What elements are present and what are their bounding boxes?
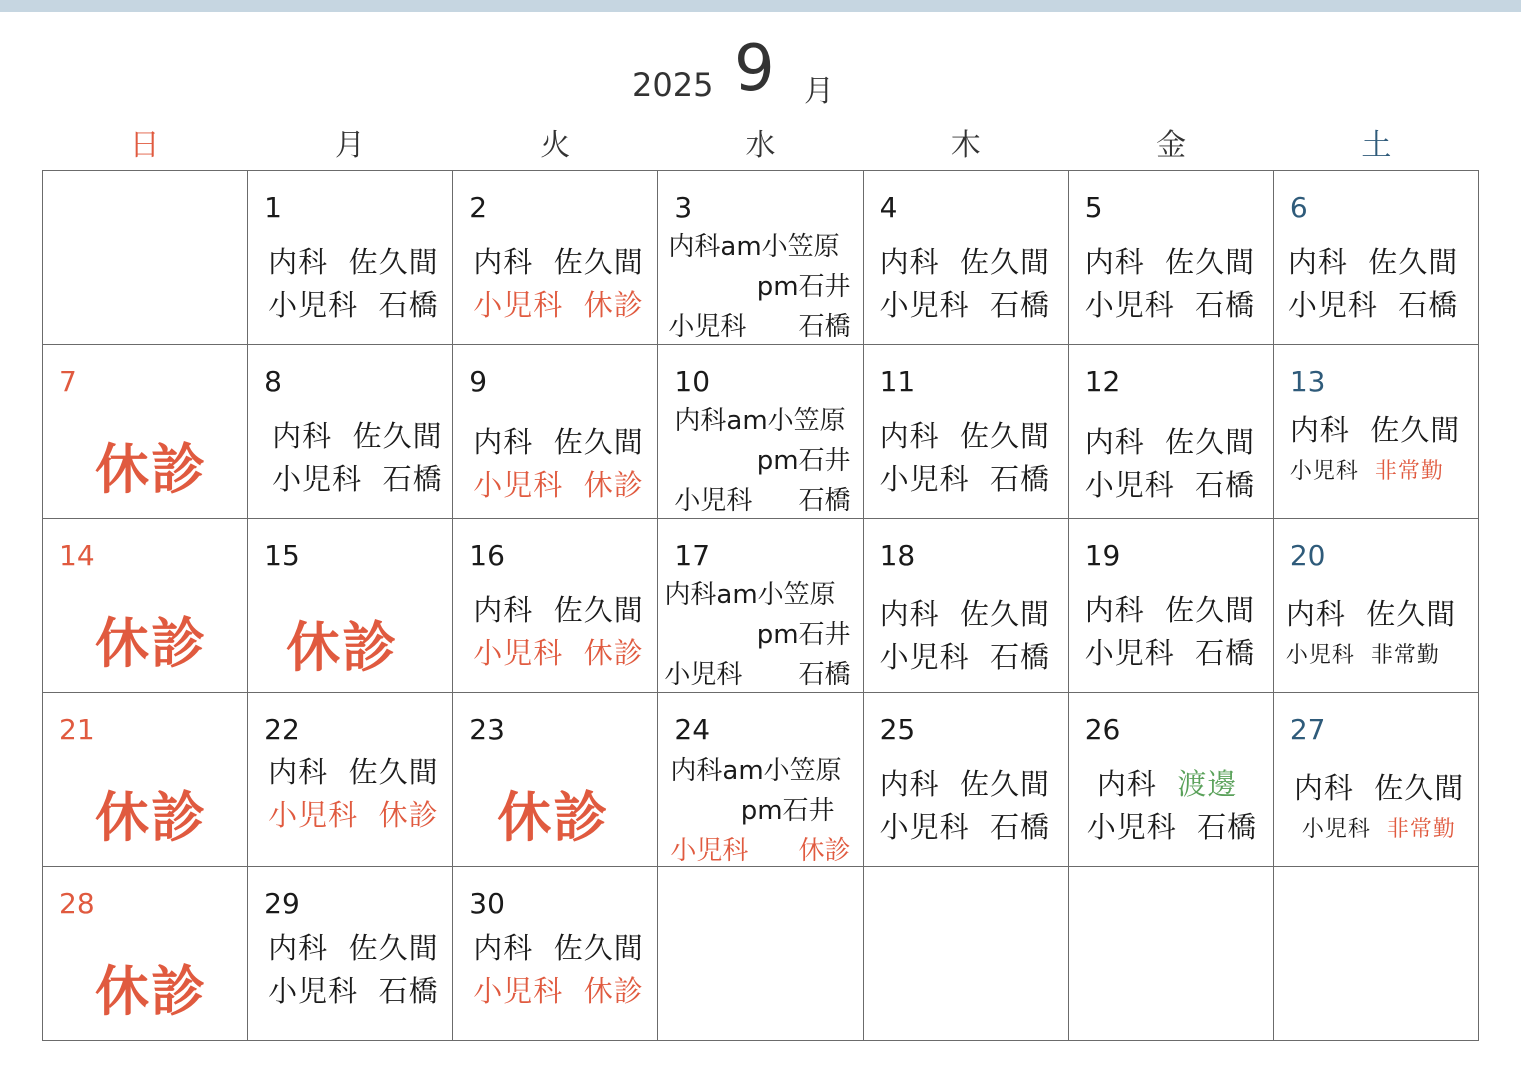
day-cell-27	[1274, 693, 1479, 867]
schedule: 内科 佐久間 小児科 非常勤	[1289, 413, 1461, 484]
day-cell-2	[453, 171, 658, 345]
day-number: 23	[469, 713, 505, 746]
day-cell-14	[43, 519, 248, 693]
day-number: 12	[1084, 365, 1121, 398]
day-cell-20	[1274, 519, 1479, 693]
schedule: 内科 佐久間 小児科 石橋	[879, 245, 1051, 322]
weekday-wed: 水	[745, 128, 776, 163]
weekday-sun: 日	[129, 128, 160, 163]
day-number: 20	[1289, 539, 1326, 572]
closed-label: 休診	[95, 438, 207, 501]
day-number: 30	[469, 887, 505, 920]
weekday-tue: 火	[540, 128, 571, 163]
day-number: 16	[469, 539, 505, 572]
schedule: 内科am小笠原 pm石井 小児科 石橋	[664, 580, 851, 690]
day-cell-19	[1069, 519, 1274, 693]
day-cell-26	[1069, 693, 1274, 867]
day-cell-3	[658, 171, 863, 345]
day-cell-7	[43, 345, 248, 519]
closed-label: 休診	[286, 616, 399, 679]
day-number: 15	[264, 539, 300, 572]
day-number: 6	[1289, 191, 1308, 224]
day-number: 18	[879, 539, 916, 572]
day-cell-8	[248, 345, 453, 519]
day-number: 19	[1084, 539, 1121, 572]
day-cell-24	[658, 693, 863, 867]
day-number: 14	[59, 539, 95, 572]
calendar-title	[0, 30, 1521, 120]
schedule: 内科 佐久間 小児科 休診	[473, 425, 644, 502]
day-number: 17	[674, 539, 711, 572]
month-number: 9	[734, 32, 775, 106]
schedule: 内科 佐久間 小児科 石橋	[879, 767, 1051, 844]
day-number: 21	[59, 713, 95, 746]
day-number: 9	[469, 365, 488, 398]
day-cell-22	[248, 693, 453, 867]
schedule: 内科 佐久間 小児科 休診	[473, 593, 644, 670]
day-cell-5	[1069, 171, 1274, 345]
day-number: 7	[59, 365, 77, 398]
schedule: 内科 佐久間 小児科 休診	[473, 245, 644, 322]
schedule: 内科 佐久間 小児科 石橋	[879, 597, 1051, 674]
schedule: 内科am小笠原 pm石井 小児科 休診	[670, 756, 851, 866]
day-cell-28	[43, 867, 248, 1041]
day-cell-23	[453, 693, 658, 867]
day-number: 4	[879, 191, 898, 224]
day-cell-11	[864, 345, 1069, 519]
day-cell-empty	[1274, 867, 1479, 1041]
day-number: 1	[264, 191, 282, 224]
day-cell-1	[248, 171, 453, 345]
schedule: 内科 佐久間 小児科 石橋	[1084, 425, 1256, 502]
top-accent-bar	[0, 0, 1521, 12]
day-cell-16	[453, 519, 658, 693]
year-label: 2025	[632, 66, 714, 104]
day-number: 11	[879, 365, 916, 398]
day-cell-empty	[864, 867, 1069, 1041]
closed-label: 休診	[497, 786, 610, 849]
day-number: 27	[1289, 713, 1326, 746]
weekday-fri: 金	[1156, 128, 1187, 163]
day-cell-empty	[1069, 867, 1274, 1041]
day-cell-4	[864, 171, 1069, 345]
day-number: 28	[59, 887, 95, 920]
schedule: 内科 佐久間 小児科 石橋	[268, 245, 439, 322]
day-cell-18	[864, 519, 1069, 693]
schedule: 内科 佐久間 小児科 休診	[268, 755, 439, 832]
weekday-sat: 土	[1361, 128, 1392, 163]
day-cell-9	[453, 345, 658, 519]
day-cell-13	[1274, 345, 1479, 519]
weekday-header-row	[42, 126, 1479, 170]
weekday-mon: 月	[334, 128, 365, 163]
day-number: 29	[264, 887, 300, 920]
day-number: 26	[1084, 713, 1121, 746]
schedule: 内科am小笠原 pm石井 小児科 石橋	[668, 232, 851, 342]
closed-label: 休診	[95, 786, 207, 849]
closed-label: 休診	[95, 612, 207, 675]
day-cell-30	[453, 867, 658, 1041]
day-number: 25	[879, 713, 916, 746]
day-cell-empty	[43, 171, 248, 345]
schedule: 内科 佐久間 小児科 石橋	[1084, 593, 1256, 670]
day-number: 2	[469, 191, 488, 224]
schedule: 内科 佐久間 小児科 石橋	[268, 931, 439, 1008]
day-number: 13	[1289, 365, 1326, 398]
weekday-thu: 木	[950, 128, 981, 163]
schedule: 内科 佐久間 小児科 非常勤	[1293, 771, 1465, 842]
day-cell-12	[1069, 345, 1274, 519]
day-number: 10	[674, 365, 711, 398]
day-number: 24	[674, 713, 711, 746]
schedule: 内科 佐久間 小児科 石橋	[272, 419, 443, 496]
day-cell-empty	[658, 867, 863, 1041]
day-number: 8	[264, 365, 282, 398]
day-cell-17	[658, 519, 863, 693]
schedule: 内科 佐久間 小児科 休診	[473, 931, 644, 1008]
day-number: 5	[1084, 191, 1103, 224]
day-cell-25	[864, 693, 1069, 867]
day-number: 22	[264, 713, 300, 746]
month-suffix: 月	[804, 74, 834, 109]
schedule: 内科am小笠原 pm石井 小児科 石橋	[674, 406, 851, 516]
schedule: 内科 佐久間 小児科 非常勤	[1285, 597, 1457, 668]
day-cell-15	[248, 519, 453, 693]
day-cell-29	[248, 867, 453, 1041]
closed-label: 休診	[95, 960, 207, 1023]
calendar-grid	[42, 170, 1479, 1041]
day-cell-6	[1274, 171, 1479, 345]
schedule: 内科 渡邊 小児科 石橋	[1086, 767, 1258, 844]
day-number: 3	[674, 191, 693, 224]
schedule: 内科 佐久間 小児科 石橋	[1084, 245, 1256, 322]
day-cell-10	[658, 345, 863, 519]
schedule: 内科 佐久間 小児科 石橋	[1287, 245, 1459, 322]
day-cell-21	[43, 693, 248, 867]
schedule: 内科 佐久間 小児科 石橋	[879, 419, 1051, 496]
